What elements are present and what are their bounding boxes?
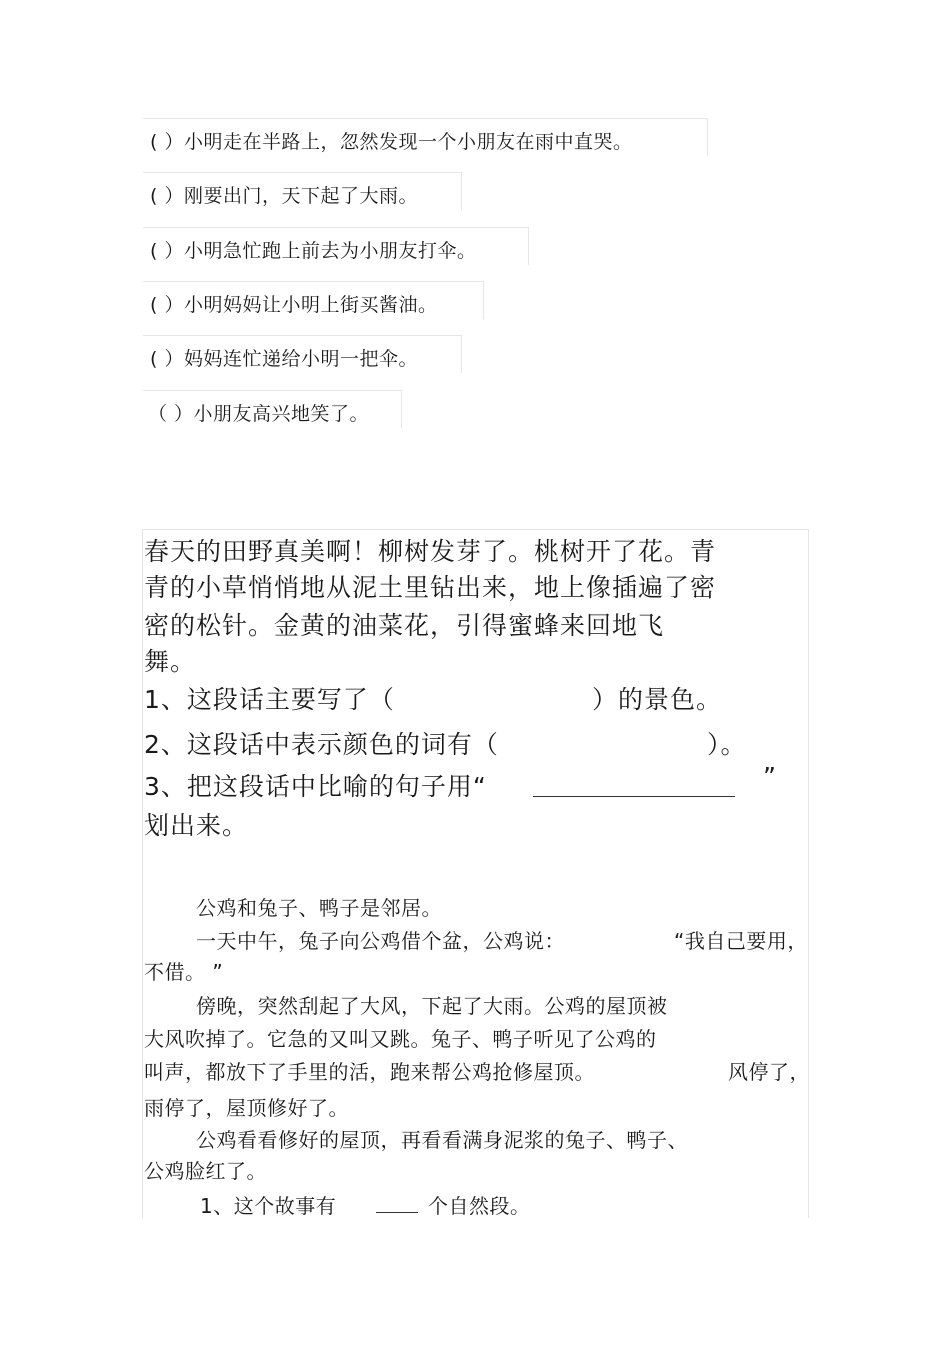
story-p4-a: 公鸡看看修好的屋顶，再看看满身泥浆的兔子、鸭子、 xyxy=(196,1128,688,1152)
question-1-end: ）的景色。 xyxy=(592,685,723,714)
question-2-end: ）。 xyxy=(707,730,747,759)
story-p2-c: 不借。 ” xyxy=(144,960,224,984)
passage-line-4: 舞。 xyxy=(144,647,197,676)
story-p4-b: 公鸡脸红了。 xyxy=(144,1159,267,1183)
passage-line-3: 密的松针。金黄的油菜花，引得蜜蜂来回地飞 xyxy=(144,611,665,640)
ordering-item-5: ( ）妈妈连忙递给小明一把伞。 xyxy=(150,348,418,370)
ordering-item-6: （ ）小朋友高兴地笑了。 xyxy=(148,403,370,425)
story-p3-b: 大风吹掉了。它急的又叫又跳。兔子、鸭子听见了公鸡的 xyxy=(144,1027,657,1051)
passage-line-1: 春天的田野真美啊！柳树发芽了。桃树开了花。青 xyxy=(144,537,717,566)
question-2-start: 2、这段话中表示颜色的词有（ xyxy=(144,730,499,759)
question-1-start: 1、这段话主要写了（ xyxy=(144,685,395,714)
story-p2-a: 一天中午，兔子向公鸡借个盆，公鸡说： xyxy=(196,929,565,953)
story-question-1-end: 个自然段。 xyxy=(428,1194,531,1218)
ordering-item-3: ( ）小明急忙跑上前去为小朋友打伞。 xyxy=(150,240,477,262)
ordering-item-2: ( ）刚要出门，天下起了大雨。 xyxy=(150,185,418,207)
story-p1: 公鸡和兔子、鸭子是邻居。 xyxy=(196,896,442,920)
question-3-start: 3、把这段话中比喻的句子用“ xyxy=(144,772,487,801)
ordering-item-1: ( ）小明走在半路上，忽然发现一个小朋友在雨中直哭。 xyxy=(150,131,633,153)
story-p2-b: “我自己要用， xyxy=(674,929,808,953)
story-p3-a: 傍晚，突然刮起了大风，下起了大雨。公鸡的屋顶被 xyxy=(196,994,668,1018)
ordering-item-4: ( ）小明妈妈让小明上街买酱油。 xyxy=(150,294,438,316)
passage-line-2: 青的小草悄悄地从泥土里钻出来，地上像插遍了密 xyxy=(144,573,717,602)
story-p3-c: 叫声，都放下了手里的活，跑来帮公鸡抢修屋顶。 xyxy=(144,1060,595,1084)
story-p3-e: 雨停了，屋顶修好了。 xyxy=(144,1096,349,1120)
question-3-line-2: 划出来。 xyxy=(144,811,249,840)
story-p3-d: 风停了， xyxy=(728,1060,810,1084)
question-3-end: ” xyxy=(763,762,777,791)
answer-blank xyxy=(376,1212,418,1213)
answer-underline-sample xyxy=(533,796,735,797)
story-question-1-start: 1、这个故事有 xyxy=(200,1194,337,1218)
